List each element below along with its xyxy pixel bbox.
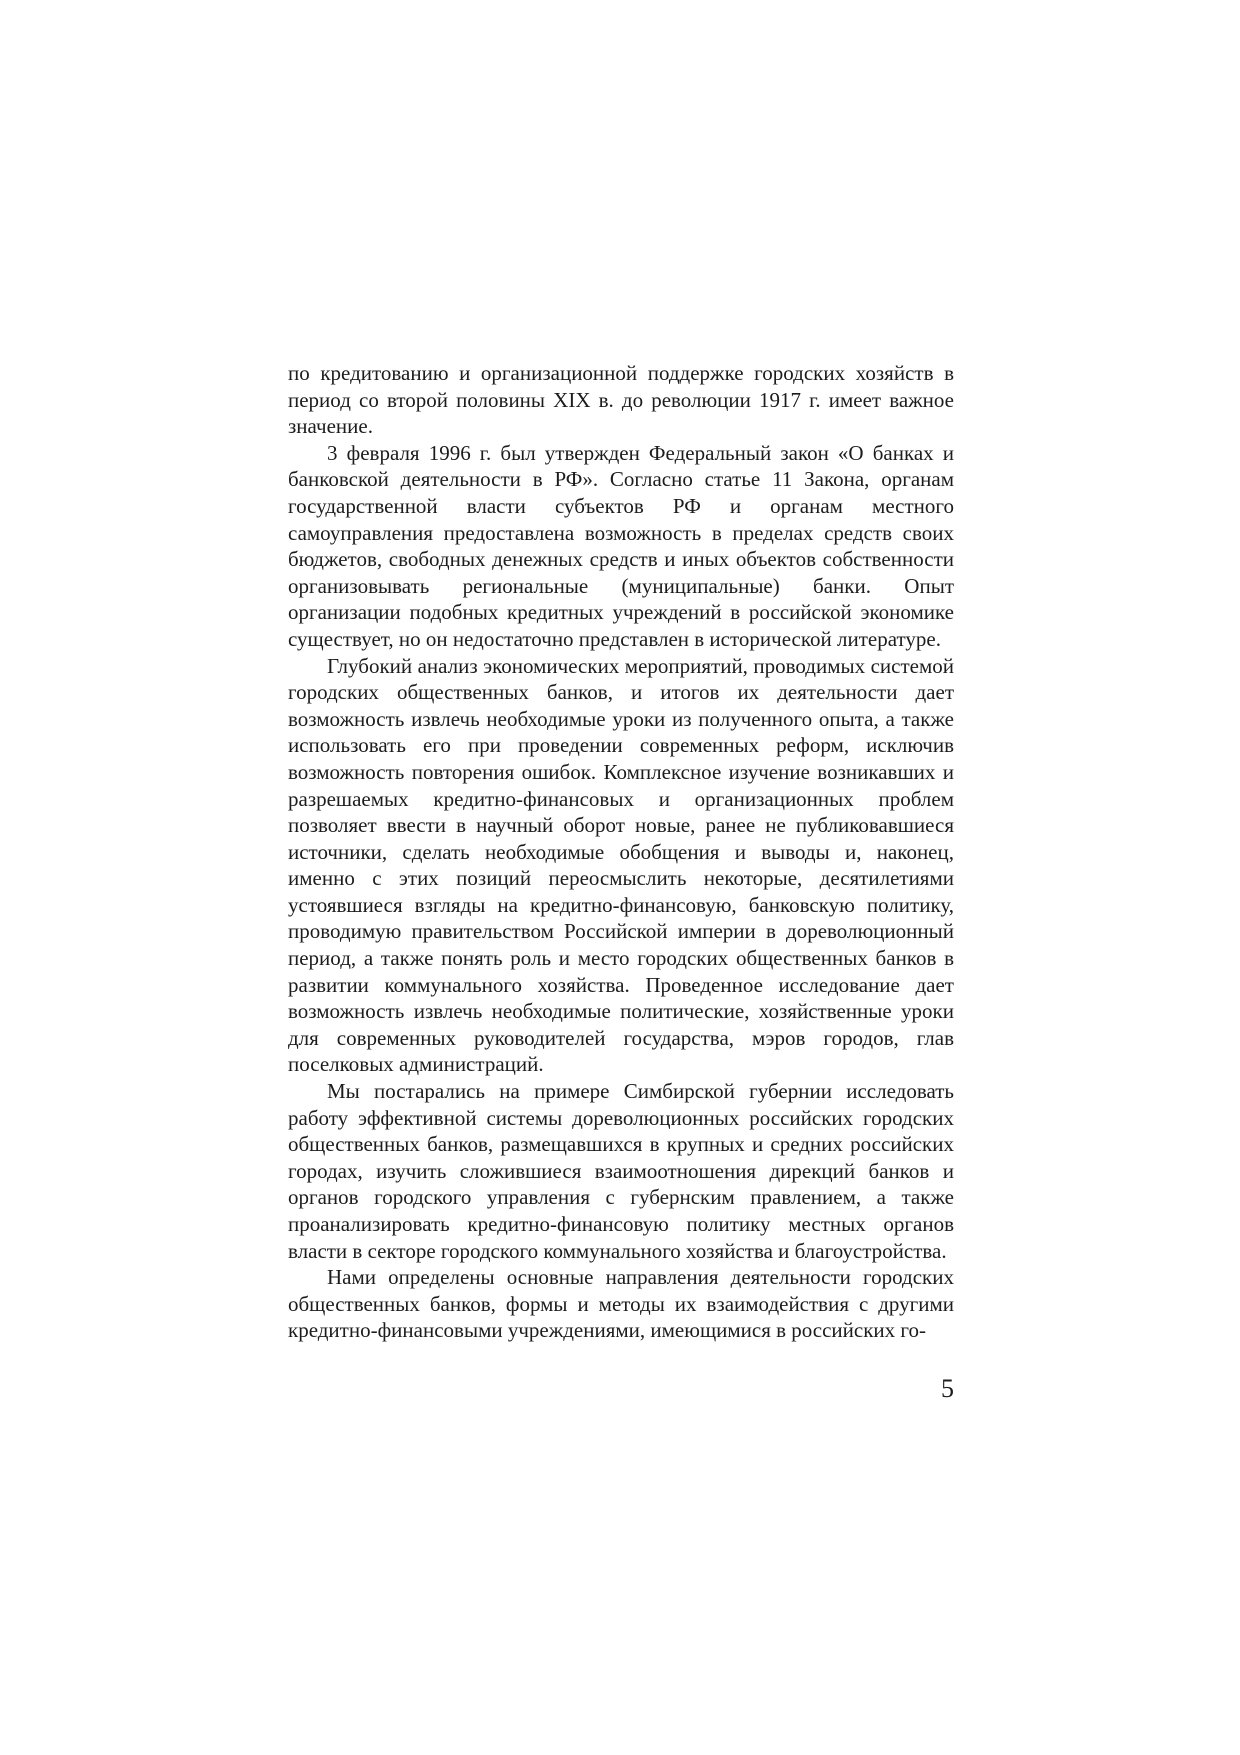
paragraph-federal-law: 3 февраля 1996 г. был утвержден Федеральный закон «О банках и банковской деятельности в РФ». Согласно статье 11 Закона, органам государственной власти субъектов РФ и органам местного самоуправления предоставлена возможность в пределах средств своих бюджетов, свободных денежных средств и иных объектов собственности организовывать региональные (муниципальные) банки. Опыт организации подобных кредитных учреждений в российской экономике существует, но он недостаточно представлен в исторической литературе. [288, 440, 954, 651]
paragraph-continuation: по кредитованию и организационной поддержке городских хозяйств в период со второй половины XIX в. до революции 1917 г. имеет важное значение. [288, 361, 954, 439]
page-body [288, 360, 954, 1344]
page-number: 5 [941, 1374, 954, 1403]
paragraph-directions: Нами определены основные направления деятельности городских общественных банков, формы и методы их взаимодействия с другими кредитно-финансовыми учреждениями, имеющимися в российских го- [288, 1265, 954, 1343]
paragraph-analysis: Глубокий анализ экономических мероприятий, проводимых системой городских общественных банков, и итогов их деятельности дает возможность извлечь необходимые уроки из полученного опыта, а также использовать его при проведении современных реформ, исключив возможность повторения ошибок. Комплексное изучение возникавших и разрешаемых кредитно-финансовых и организационных проблем позволяет ввести в научный оборот новые, ранее не публиковавшиеся источники, сделать необходимые обобщения и выводы и, наконец, именно с этих позиций переосмыслить некоторые, десятилетиями устоявшиеся взгляды на кредитно-финансовую, банковскую политику, проводимую правительством Российской империи в дореволюционный период, а также понять роль и место городских общественных банков в развитии коммунального хозяйства. Проведенное исследование дает возможность извлечь необходимые политические, хозяйственные уроки для современных руководителей государства, мэров городов, глав поселковых администраций. [288, 653, 954, 1077]
paragraph-simbirsk: Мы постарались на примере Симбирской губернии исследовать работу эффективной системы дореволюционных российских городских общественных банков, размещавшихся в крупных и средних российских городах, изучить сложившиеся взаимоотношения дирекций банков и органов городского управления с губернским правлением, а также проанализировать кредитно-финансовую политику местных органов власти в секторе городского коммунального хозяйства и благоустройства. [288, 1079, 954, 1263]
